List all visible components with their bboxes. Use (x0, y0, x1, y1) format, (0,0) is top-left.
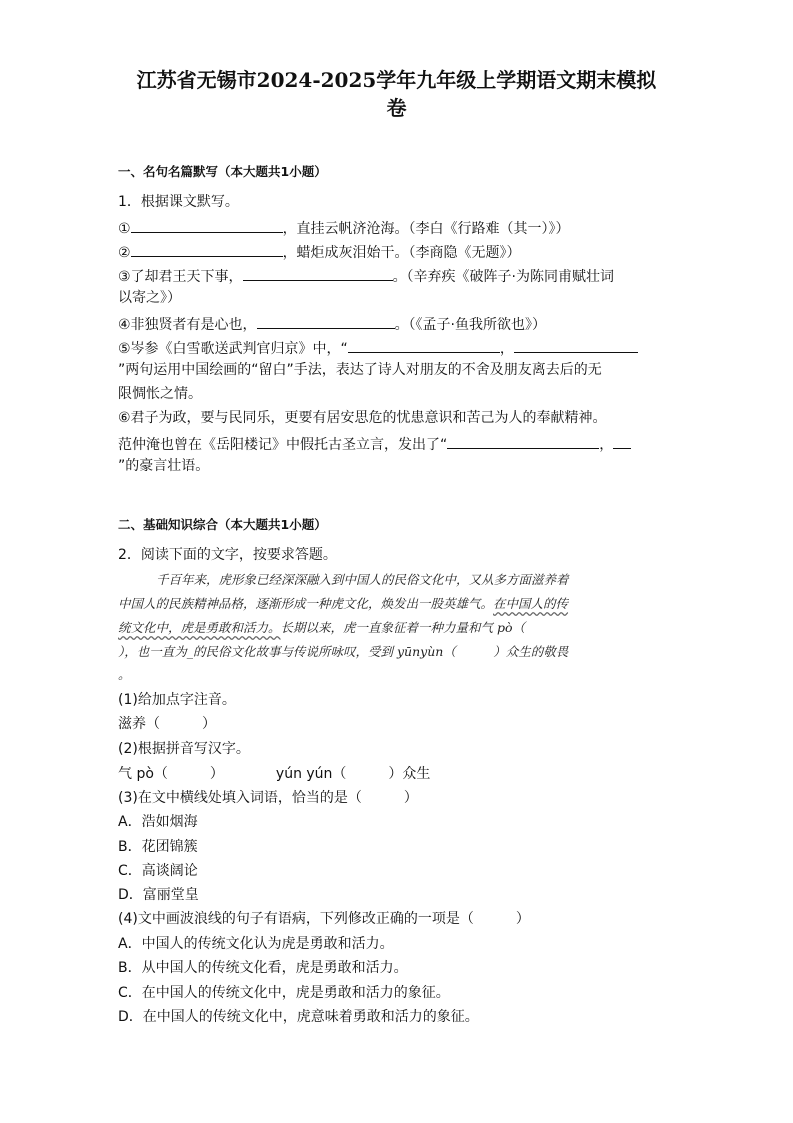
fill-line-1 (118, 217, 570, 238)
subquestion-3: (3)在文中横线处填入词语，恰当的是（ ） (118, 790, 418, 806)
fill-line-5-mid: ， (499, 341, 514, 357)
option-3c: C．高谈阔论 (118, 863, 198, 879)
passage-line-1: 千百年来，虎形象已经深深融入到中国人的民俗文化中，又从多方面滋养着 (156, 572, 569, 587)
answer-blank[interactable] (243, 265, 393, 281)
answer-blank[interactable] (257, 313, 395, 329)
fill-line-4 (118, 313, 546, 334)
option-4b: B．从中国人的传统文化看，虎是勇敢和活力。 (118, 960, 408, 976)
passage-text: 中国人的民族精神品格，逐渐形成一种虎文化，焕发出一股英雄气。 (118, 596, 494, 611)
question-1-stem: 1．根据课文默写。 (118, 194, 239, 210)
fill-line-2-prefix: ② (118, 245, 131, 261)
fill-line-6-end: ”的豪言壮语。 (118, 458, 210, 474)
question-2-stem: 2．阅读下面的文字，按要求答题。 (118, 547, 337, 563)
passage-text: 长期以来，虎一直象征着一种力量和气 pò（ (280, 620, 526, 635)
fill-line-1-suffix: ，直挂云帆济沧海。（李白《行路难（其一）》） (282, 221, 570, 237)
fill-line-6-mid: ， (599, 437, 614, 453)
section-1-heading: 一、名句名篇默写（本大题共1小题） (118, 164, 327, 179)
answer-blank[interactable] (613, 433, 631, 449)
fill-line-5-prefix: ⑤岑参《白雪歌送武判官归京》中，“ (118, 341, 348, 357)
fill-line-3-continued: 以寄之》） (118, 290, 181, 306)
subquestion-2-items (118, 765, 430, 783)
option-3a: A．浩如烟海 (118, 814, 198, 830)
passage-line-4: ），也一直为_的民俗文化故事与传说所咏叹，受到 yūnyùn（ ）众生的敬畏 (118, 644, 569, 659)
answer-blank[interactable] (131, 241, 283, 257)
passage-line-5: 。 (118, 667, 131, 682)
option-3d: D．富丽堂皇 (118, 887, 199, 903)
fill-line-3-suffix: 。（辛弃疾《破阵子·为陈同甫赋壮词 (392, 269, 615, 285)
subquestion-1: (1)给加点字注音。 (118, 692, 236, 708)
option-4d: D．在中国人的传统文化中，虎意味着勇敢和活力的象征。 (118, 1009, 479, 1025)
answer-blank[interactable] (447, 433, 599, 449)
answer-blank[interactable] (131, 217, 283, 233)
answer-blank[interactable] (514, 337, 638, 353)
fill-line-1-prefix: ① (118, 221, 131, 237)
fill-line-5 (118, 337, 638, 358)
title-line-1: 江苏省无锡市2024-2025学年九年级上学期语文期末模拟 (136, 68, 657, 92)
wavy-underlined-sentence: 统文化中，虎是勇敢和活力。 (118, 620, 281, 635)
wavy-underlined-sentence: 在中国人的传 (493, 596, 569, 611)
subquestion-2-item-a: 气 pò（ ） (118, 766, 224, 782)
option-4a: A．中国人的传统文化认为虎是勇敢和活力。 (118, 936, 394, 952)
fill-line-6-prefix: 范仲淹也曾在《岳阳楼记》中假托古圣立言，发出了“ (118, 437, 448, 453)
answer-blank[interactable] (348, 337, 500, 353)
fill-line-6-continued (118, 433, 631, 454)
section-2-heading: 二、基础知识综合（本大题共1小题） (118, 517, 327, 532)
passage-line-3 (118, 619, 525, 637)
fill-line-4-suffix: 。（《孟子·鱼我所欲也》） (394, 317, 547, 333)
fill-line-6: ⑥君子为政，要与民同乐，更要有居安思危的忧患意识和苦己为人的奉献精神。 (118, 410, 607, 426)
option-3b: B．花团锦簇 (118, 839, 198, 855)
title-line-2: 卷 (386, 96, 407, 120)
fill-line-2 (118, 241, 521, 262)
fill-line-5-continued: ”两句运用中国绘画的“留白”手法，表达了诗人对朋友的不舍及朋友离去后的无 (118, 362, 602, 378)
subquestion-2: (2)根据拼音写汉字。 (118, 741, 250, 757)
subquestion-1-item: 滋养（ ） (118, 716, 216, 732)
subquestion-2-item-b: yún yún（ ）众生 (275, 766, 431, 782)
fill-line-4-prefix: ④非独贤者有是心也， (118, 317, 257, 333)
passage-line-2 (118, 595, 568, 613)
fill-line-2-suffix: ，蜡炬成灰泪始干。（李商隐《无题》） (282, 245, 521, 261)
document-title (100, 66, 693, 122)
option-4c: C．在中国人的传统文化中，虎是勇敢和活力的象征。 (118, 985, 450, 1001)
fill-line-5-end: 限惆怅之情。 (118, 386, 202, 402)
fill-line-3 (118, 265, 614, 286)
subquestion-4: (4)文中画波浪线的句子有语病，下列修改正确的一项是（ ） (118, 911, 530, 927)
fill-line-3-prefix: ③了却君王天下事， (118, 269, 243, 285)
